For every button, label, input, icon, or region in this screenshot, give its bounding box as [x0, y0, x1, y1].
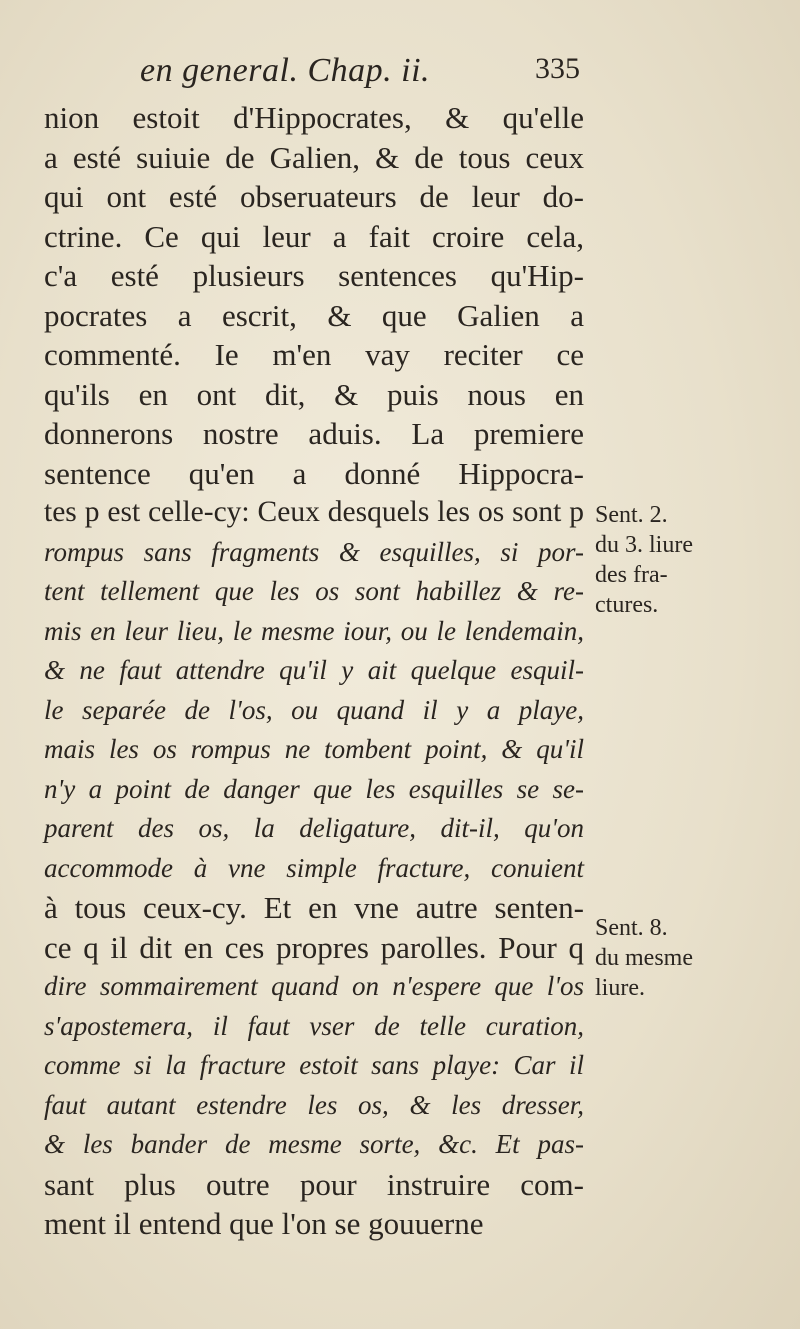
text-line: faut autant estendre les os, & les dresser,	[44, 1089, 584, 1120]
page-header	[140, 52, 580, 92]
text-line: accommode à vne simple fracture, conuient	[44, 852, 584, 883]
text-line: ment il entend que l'on se gouuerne	[44, 1206, 484, 1241]
margin-note-line: liure.	[595, 975, 645, 1001]
text-line: dire sommairement quand on n'espere que l'os	[44, 971, 584, 1001]
text-line: mais les os rompus ne tombent point, & qu'il	[44, 734, 584, 764]
text-line: sentence qu'en a donné Hippocra-	[44, 455, 584, 491]
text-line: c'a esté plusieurs sentences qu'Hip-	[44, 258, 584, 293]
margin-note-line: ctures.	[595, 592, 659, 618]
text-line: commenté. Ie m'en vay reciter ce	[44, 337, 584, 372]
running-head: en general. Chap. ii.	[140, 52, 431, 89]
margin-note-line: du 3. liure	[595, 532, 693, 558]
text-line: comme si la fracture estoit sans playe: Car il	[44, 1050, 584, 1080]
text-line: & les bander de mesme sorte, &c. Et pas-	[44, 1129, 584, 1159]
body-text	[44, 98, 584, 1244]
text-line: & ne faut attendre qu'il y ait quelque esquil-	[44, 655, 584, 685]
text-line: le separée de l'os, ou quand il y a playe,	[44, 694, 584, 725]
text-line: nion estoit d'Hippocrates, & qu'elle	[44, 100, 584, 135]
margin-note-line: Sent. 8.	[595, 915, 668, 941]
text-line: à tous ceux-cy. Et en vne autre senten-	[44, 890, 584, 925]
text-line: donnerons nostre aduis. La premiere	[44, 416, 584, 451]
text-line: rompus sans fragments & esquilles, si por-	[44, 536, 584, 567]
text-line: ce q il dit en ces propres parolles. Pour q	[44, 929, 584, 965]
page-number: 335	[535, 52, 580, 85]
margin-note-line: des fra-	[595, 562, 668, 588]
text-line: sant plus outre pour instruire com-	[44, 1166, 584, 1202]
margin-note-line: du mesme	[595, 945, 693, 971]
text-line: a esté suiuie de Galien, & de tous ceux	[44, 139, 584, 175]
text-line: s'apostemera, il faut vser de telle curation,	[44, 1010, 584, 1041]
text-line: qu'ils en ont dit, & puis nous en	[44, 376, 584, 412]
margin-note-line: Sent. 2.	[595, 502, 668, 528]
text-line: tent tellement que les os sont habillez & re-	[44, 576, 584, 606]
text-line: ctrine. Ce qui leur a fait croire cela,	[44, 218, 584, 254]
text-line: mis en leur lieu, le mesme iour, ou le lendemain,	[44, 615, 584, 646]
margin-note-sent-2	[595, 500, 795, 620]
margin-note-sent-8	[595, 913, 795, 1003]
text-line: parent des os, la deligature, dit-il, qu'on	[44, 813, 584, 843]
text-line: tes p est celle-cy: Ceux desquels les os sont p	[44, 496, 584, 528]
text-line: n'y a point de danger que les esquilles se se-	[44, 773, 584, 804]
text-line: qui ont esté obseruateurs de leur do-	[44, 179, 584, 214]
text-line: pocrates a escrit, & que Galien a	[44, 297, 584, 333]
